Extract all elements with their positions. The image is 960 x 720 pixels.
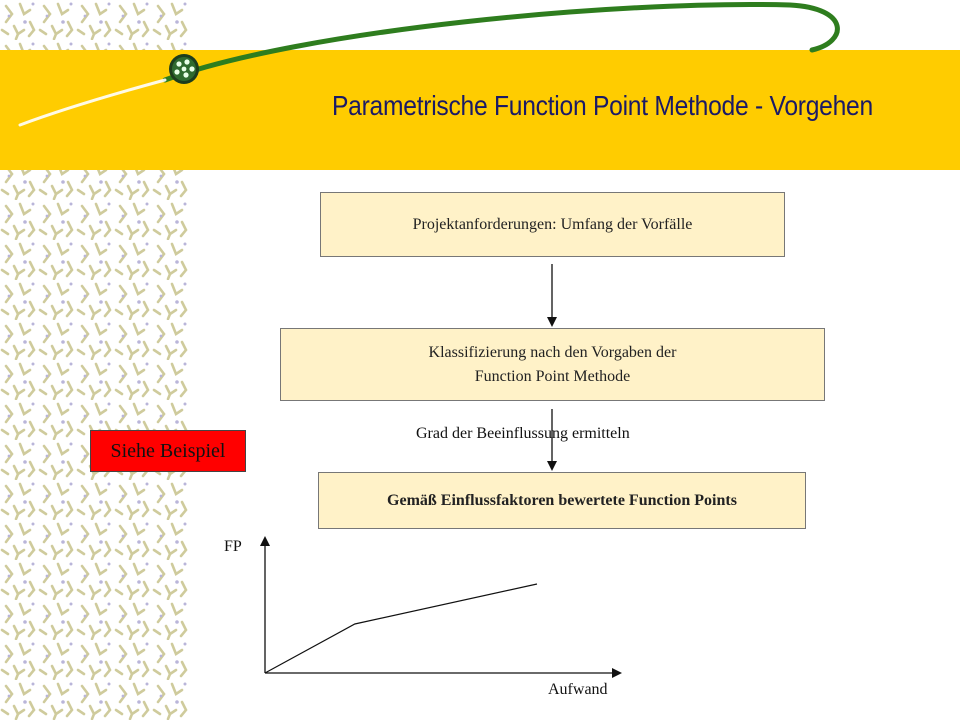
y-axis-label: FP [224,538,242,555]
step-requirements-label: Projektanforderungen: Umfang der Vorfälle [412,215,693,233]
see-example-label: Siehe Beispiel [110,439,226,462]
see-example-badge[interactable] [90,430,246,472]
step-result-label: Gemäß Einflussfaktoren bewertete Function Points [387,491,737,509]
page-title: Parametrische Function Point Methode - Vorgehen [332,90,873,121]
effort-curve [265,584,537,673]
swoosh-curve [165,4,837,80]
step-requirements-box [320,192,785,257]
step-classification-box [280,328,825,401]
step-result-box [318,472,806,529]
step-classification-line1: Klassifizierung nach den Vorgaben der [428,343,677,361]
connector-note: Grad der Beeinflussung ermitteln [416,425,630,442]
swoosh-tail [20,80,165,125]
step-classification-line2: Function Point Methode [474,367,631,385]
network-ball-icon [169,54,199,84]
x-axis-label: Aufwand [548,681,608,698]
